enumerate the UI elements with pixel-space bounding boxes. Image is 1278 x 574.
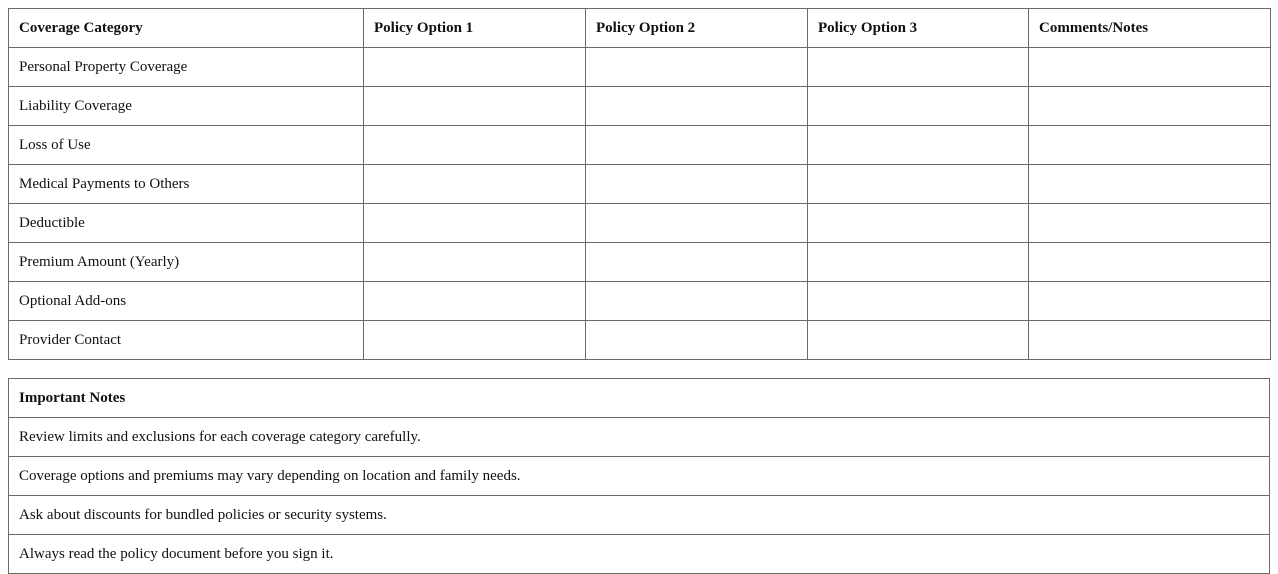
cell-comments-notes	[1029, 87, 1271, 126]
important-notes-table	[8, 378, 1270, 574]
cell-policy-option-2	[586, 243, 808, 282]
cell-policy-option-2	[586, 165, 808, 204]
table-row	[9, 321, 1271, 360]
cell-comments-notes	[1029, 282, 1271, 321]
cell-policy-option-3	[808, 165, 1029, 204]
header-row	[9, 9, 1271, 48]
cell-policy-option-2	[586, 282, 808, 321]
table-row	[9, 243, 1271, 282]
cell-policy-option-2	[586, 321, 808, 360]
cell-policy-option-1	[364, 48, 586, 87]
cell-policy-option-1	[364, 126, 586, 165]
table-row	[9, 165, 1271, 204]
notes-title: Important Notes	[9, 379, 1270, 418]
row-label: Medical Payments to Others	[9, 165, 364, 204]
row-label: Provider Contact	[9, 321, 364, 360]
header-coverage-category: Coverage Category	[9, 9, 364, 48]
cell-comments-notes	[1029, 321, 1271, 360]
cell-comments-notes	[1029, 204, 1271, 243]
cell-policy-option-2	[586, 48, 808, 87]
header-policy-option-1: Policy Option 1	[364, 9, 586, 48]
row-label: Personal Property Coverage	[9, 48, 364, 87]
cell-comments-notes	[1029, 243, 1271, 282]
cell-policy-option-3	[808, 87, 1029, 126]
coverage-comparison-table	[8, 8, 1271, 360]
table-row	[9, 48, 1271, 87]
cell-policy-option-1	[364, 204, 586, 243]
cell-comments-notes	[1029, 48, 1271, 87]
cell-policy-option-2	[586, 87, 808, 126]
table-row	[9, 282, 1271, 321]
list-item	[9, 535, 1270, 574]
row-label: Loss of Use	[9, 126, 364, 165]
note-text: Review limits and exclusions for each coverage category carefully.	[9, 418, 1270, 457]
cell-policy-option-2	[586, 204, 808, 243]
row-label: Premium Amount (Yearly)	[9, 243, 364, 282]
row-label: Deductible	[9, 204, 364, 243]
cell-policy-option-3	[808, 243, 1029, 282]
header-policy-option-2: Policy Option 2	[586, 9, 808, 48]
cell-comments-notes	[1029, 126, 1271, 165]
table-row	[9, 87, 1271, 126]
notes-header-row	[9, 379, 1270, 418]
cell-policy-option-3	[808, 204, 1029, 243]
note-text: Always read the policy document before you sign it.	[9, 535, 1270, 574]
cell-policy-option-1	[364, 282, 586, 321]
note-text: Coverage options and premiums may vary depending on location and family needs.	[9, 457, 1270, 496]
list-item	[9, 496, 1270, 535]
list-item	[9, 418, 1270, 457]
note-text: Ask about discounts for bundled policies or security systems.	[9, 496, 1270, 535]
header-policy-option-3: Policy Option 3	[808, 9, 1029, 48]
header-comments-notes: Comments/Notes	[1029, 9, 1271, 48]
cell-policy-option-2	[586, 126, 808, 165]
cell-policy-option-3	[808, 321, 1029, 360]
cell-policy-option-1	[364, 87, 586, 126]
table-row	[9, 204, 1271, 243]
row-label: Optional Add-ons	[9, 282, 364, 321]
cell-policy-option-3	[808, 126, 1029, 165]
row-label: Liability Coverage	[9, 87, 364, 126]
cell-policy-option-1	[364, 321, 586, 360]
cell-policy-option-1	[364, 165, 586, 204]
cell-comments-notes	[1029, 165, 1271, 204]
cell-policy-option-3	[808, 48, 1029, 87]
cell-policy-option-1	[364, 243, 586, 282]
table-row	[9, 126, 1271, 165]
cell-policy-option-3	[808, 282, 1029, 321]
list-item	[9, 457, 1270, 496]
